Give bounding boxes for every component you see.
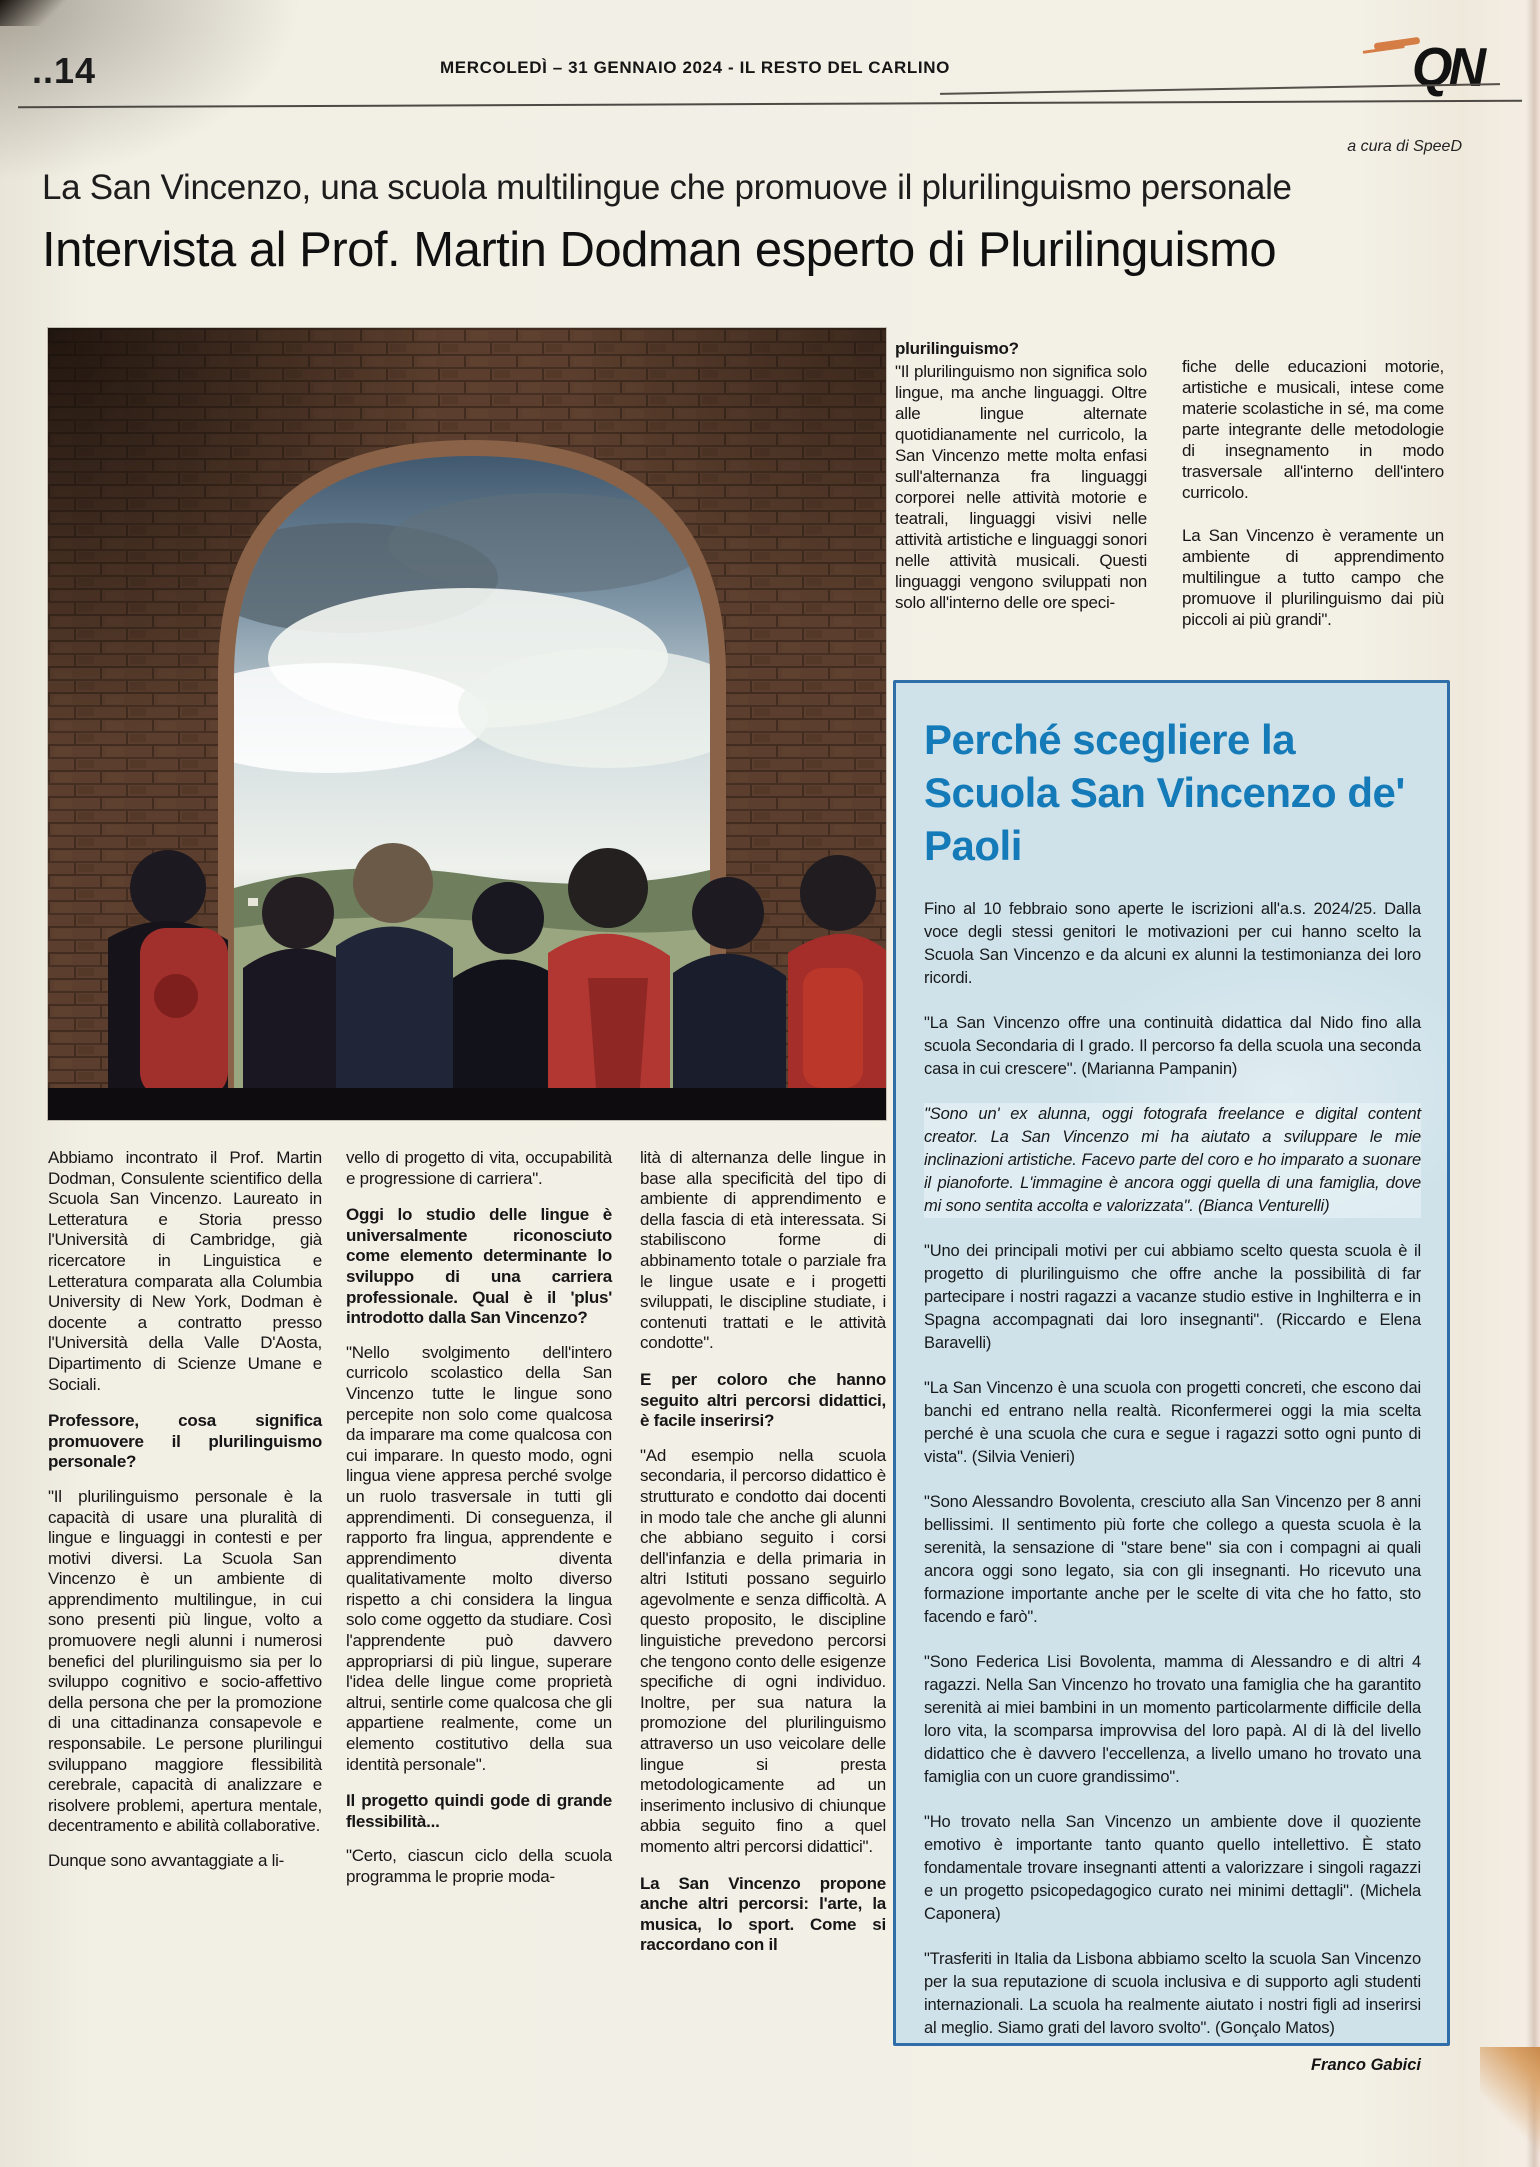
testimonial-baravelli: "Uno dei principali motivi per cui abbiamo scelto questa scuola è il progetto di plurilinguismo che offre anche la possibilità di far partecipare i nostri ragazzi a vacanze studio estive in Inghilterra e in Spagna accompagnati dai loro insegnanti". (Riccardo e Elena Baravelli) <box>924 1242 1421 1352</box>
article-column-3 <box>640 1148 886 1970</box>
qn-logo: QN <box>1412 37 1482 99</box>
testimonial-caponera: "Ho trovato nella San Vincenzo un ambiente dove il quoziente emotivo è importante tanto quanto quello intellettivo. È stato fondamentale trovare insegnanti attenti a valorizzare i singoli ragazzi e un progetto psicopedagogico curato nei minimi dettagli". (Michela Caponera) <box>924 1813 1421 1923</box>
author-signature: Franco Gabici <box>1310 2056 1421 2074</box>
article-column-5 <box>1182 356 1444 652</box>
interview-question: Il progetto quindi gode di grande flessibilità... <box>346 1791 612 1831</box>
byline-credit <box>1347 138 1462 156</box>
archway-photo <box>48 328 886 1120</box>
promo-box-title: Perché scegliere la Scuola San Vincenzo de' Paoli <box>924 716 1405 869</box>
testimonial-lisi-bovolenta: "Sono Federica Lisi Bovolenta, mamma di Alessandro e di altri 4 ragazzi. Nella San Vincenzo ho trovato una famiglia che ha garantito serenità ai miei bambini in un momento particolarmente difficile della loro vita, la scomparsa improvvisa del loro papà. Al di là del livello didattico che è davvero l'eccellenza, a livello umano ho trovato una famiglia con un cuore grandissimo". <box>924 1653 1421 1786</box>
interview-question: Professore, cosa significa promuovere il plurilinguismo personale? <box>48 1411 322 1472</box>
article-paragraph: "Il plurilinguismo non significa solo lingue, ma anche linguaggi. Oltre alle lingue alternate quotidianamente nel curricolo, la San Vincenzo mette molta enfasi sull'alternanza fra linguaggi corporei nelle attività motorie e teatrali, linguaggi visivi nelle attività artistiche e linguaggi sonori nelle attività musicali. Questi linguaggi vengono sviluppati non solo all'interno delle ore speci- <box>895 362 1147 612</box>
kicker-headline: La San Vincenzo, una scuola multilingue che promuove il plurilinguismo personale <box>42 168 1292 207</box>
article-paragraph: vello di progetto di vita, occupabilità e progressione di carriera". <box>346 1148 612 1188</box>
promo-box <box>893 680 1450 2074</box>
article-paragraph: fiche delle educazioni motorie, artistiche e musicali, intese come materie scolastiche in sé, ma come parte integrante delle metodologie di insegnamento in modo trasversale all'interno dell'intero curricolo. <box>1182 357 1444 502</box>
article-paragraph: "Ad esempio nella scuola secondaria, il percorso didattico è strutturato e condotto dai docenti in modo tale che anche gli alunni che abbiano seguito i corsi dell'infanzia e della primaria in altri Istituti possano seguirlo agevolmente e senza difficoltà. A questo proposito, le discipline linguistiche prevedono percorsi che tengono conto delle esigenze specifiche di ogni individuo. Inoltre, per sua natura la promozione del plurilinguismo attraverso un uso veicolare delle lingue si presta metodologicamente ad un inserimento inclusivo di chiunque abbia seguito fino a quel momento altri percorsi didattici". <box>640 1445 886 1856</box>
page-number: ..14 <box>32 50 97 91</box>
article-paragraph: Abbiamo incontrato il Prof. Martin Dodman, Consulente scientifico della Scuola San Vincenzo. Laureato in Letteratura e Storia presso l'Università di Cambridge, già ricercatore in Linguistica e Letteratura comparata alla Columbia University di New York, Dodman è docente a contratto presso l'Università della Valle D'Aosta, Dipartimento di Scienze Umane e Sociali. <box>48 1148 322 1394</box>
masthead-dateline: MERCOLEDÌ – 31 GENNAIO 2024 - IL RESTO DEL CARLINO <box>440 58 950 77</box>
main-headline: Intervista al Prof. Martin Dodman esperto di Plurilinguismo <box>42 223 1277 277</box>
testimonial-pampanin: "La San Vincenzo offre una continuità didattica dal Nido fino alla scuola Secondaria di I grado. Il percorso fa della scuola una seconda casa in cui crescere". (Marianna Pampanin) <box>924 1014 1421 1078</box>
article-paragraph: "Certo, ciascun ciclo della scuola programma le proprie moda- <box>346 1846 612 1886</box>
interview-question: Oggi lo studio delle lingue è universalmente riconosciuto come elemento determinante lo sviluppo di una carriera professionale. Qual è il 'plus' introdotto dalla San Vincenzo? <box>346 1205 612 1328</box>
testimonial-bovolenta: "Sono Alessandro Bovolenta, cresciuto alla San Vincenzo per 8 anni bellissimi. Il sentimento più forte che collego a questa scuola è la serenità, la sensazione di "stare bene" sia con i compagni ai quali ancora oggi sono legato, sia con gli insegnanti. Ho ricevuto una formazione importante anche per le scelte di vita che ho fatto, sto facendo e farò". <box>924 1493 1421 1626</box>
article-paragraph: Dunque sono avvantaggiate a li- <box>48 1851 285 1870</box>
scan-corner-top-left <box>0 0 70 26</box>
testimonial-matos: "Trasferiti in Italia da Lisbona abbiamo scelto la scuola San Vincenzo per la sua reputazione di scuola inclusiva e di supporto agli studenti internazionali. La scuola ha realmente aiutato i nostri figli ad inserirsi al meglio. Siamo grati del lavoro svolto". (Gonçalo Matos) <box>924 1950 1421 2037</box>
article-paragraph: "Nello svolgimento dell'intero curricolo scolastico della San Vincenzo tutte le lingue sono percepite non solo come qualcosa da imparare ma come qualcosa con cui imparare. In questo modo, ogni lingua viene appresa perché svolge un ruolo trasversale in tutti gli apprendimenti. Di conseguenza, il rapporto fra lingua, apprendente e apprendimento diventa qualitativamente molto diverso rispetto a chi considera la lingua solo come oggetto da studiare. Così l'apprendente può davvero appropriarsi di più lingue, superare l'idea delle lingue come proprietà altrui, sentirle come qualcosa che gli appartiene realmente, come un elemento costitutivo della sua identità personale". <box>346 1342 612 1774</box>
article-paragraph: La San Vincenzo è veramente un ambiente di apprendimento multilingue a tutto campo che promuove il plurilinguismo dai più piccoli ai più grandi". <box>1182 526 1444 629</box>
scan-edge-right <box>1526 0 1540 2167</box>
article-paragraph: "Il plurilinguismo personale è la capacità di usare una pluralità di lingue e linguaggi in contesti e per motivi diversi. La Scuola San Vincenzo è un ambiente di apprendimento multilingue, in cui sono presenti più lingue, volto a promuovere negli alunni i numerosi benefici del plurilinguismo sia per lo sviluppo cognitivo e socio-affettivo della persona che per la promozione di una cittadinanza consapevole e responsabile. Le persone plurilingui sviluppano maggiore flessibilità cerebrale, capacità di analizzare e risolvere problemi, apertura mentale, decentramento e abilità collaborative. <box>48 1486 322 1836</box>
article-column-1 <box>48 1148 322 1886</box>
article-paragraph: lità di alternanza delle lingue in base alla specificità del tipo di ambiente di apprendimento e della fascia di età interessata. Si stabiliscono forme di abbinamento totale o parziale fra le lingue usate e i progetti sviluppati, le discipline studiate, i contenuti trattati e le attività condotte". <box>640 1148 886 1353</box>
article-column-2 <box>346 1148 612 1902</box>
testimonial-venturelli: "Sono un' ex alunna, oggi fotografa freelance e digital content creator. La San Vincenzo mi ha aiutato a sviluppare le mie inclinazioni artistiche. Facevo parte del coro e ho imparato a suonare il pianoforte. L'immagine è ancora oggi quella di una famiglia, dove mi sono sentita accolta e valorizzata". (Bianca Venturelli) <box>924 1103 1421 1218</box>
interview-question: La San Vincenzo propone anche altri percorsi: l'arte, la musica, lo sport. Come si raccordano con il <box>640 1873 886 1955</box>
question-label: plurilinguismo? <box>895 339 1019 358</box>
archway-photo-art <box>48 328 886 1120</box>
byline-text: a cura di SpeeD <box>1347 138 1462 155</box>
article-column-4 <box>895 338 1147 627</box>
header-rule <box>18 100 1522 109</box>
promo-intro: Fino al 10 febbraio sono aperte le iscrizioni all'a.s. 2024/25. Dalla voce degli stessi genitori le motivazioni per cui hanno scelto la Scuola San Vincenzo e da alcuni ex alunni la testimonianza dei loro ricordi. <box>924 900 1421 987</box>
testimonial-venieri: "La San Vincenzo è una scuola con progetti concreti, che escono dai banchi ed entrano nella realtà. Riconfermerei oggi la mia scelta perché è una scuola che cura e segue i ragazzi sotto ogni punto di vista". (Silvia Venieri) <box>924 1379 1421 1466</box>
scan-corner-bottom-right <box>1480 2047 1540 2167</box>
interview-question: E per coloro che hanno seguito altri percorsi didattici, è facile inserirsi? <box>640 1369 886 1431</box>
